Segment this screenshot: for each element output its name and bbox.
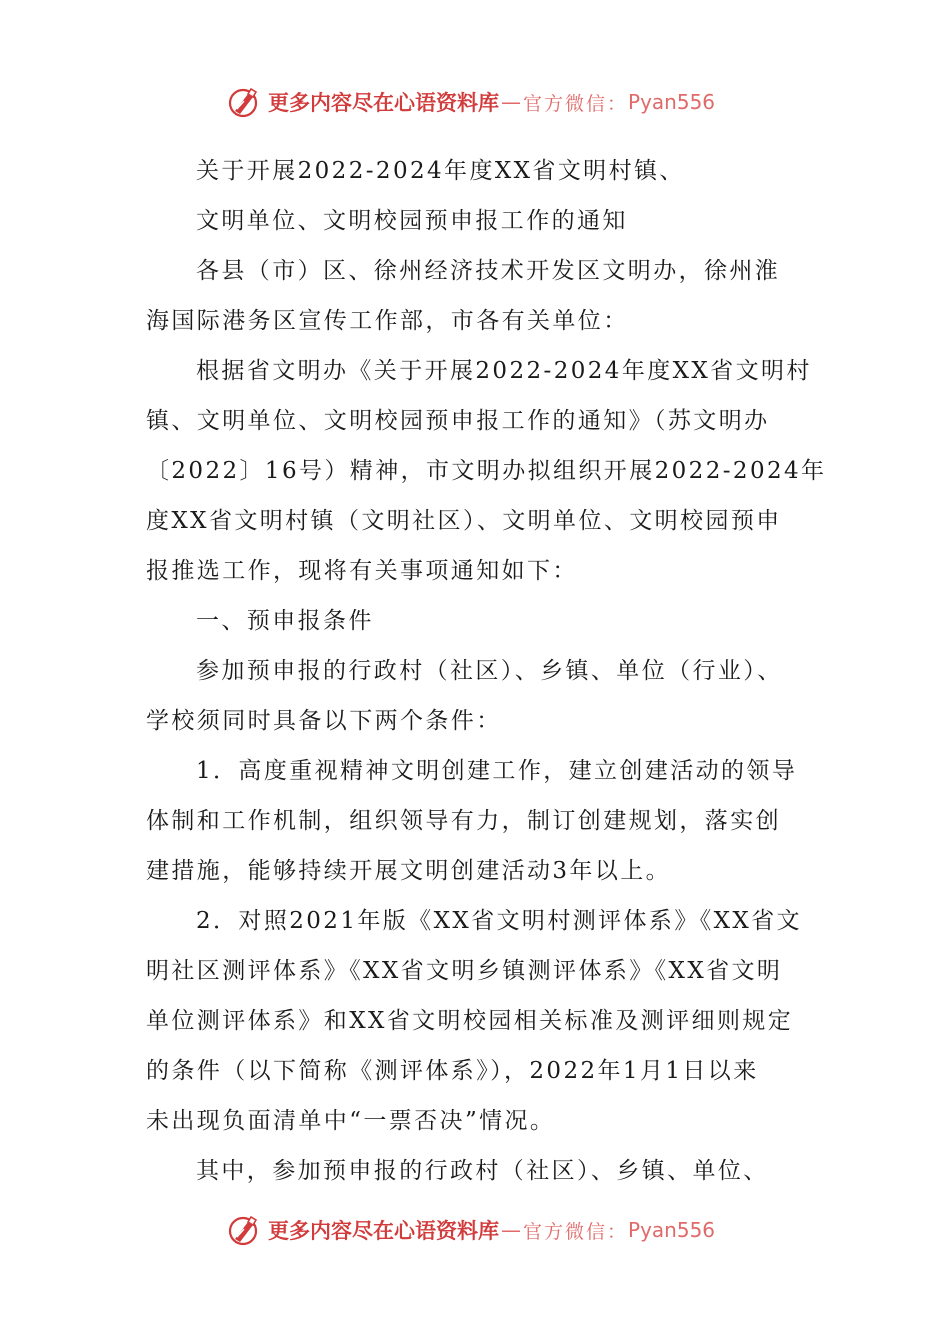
document-body bbox=[146, 146, 827, 1196]
doc-line: 镇、文明单位、文明校园预申报工作的通知》（苏文明办 bbox=[146, 408, 770, 434]
doc-line: 海国际港务区宣传工作部，市各有关单位： bbox=[146, 308, 629, 334]
doc-line: 报推选工作，现将有关事项通知如下： bbox=[146, 558, 578, 584]
doc-line: 学校须同时具备以下两个条件： bbox=[146, 708, 502, 734]
doc-title-line-1: 关于开展2022-2024年度XX省文明村镇、 bbox=[196, 158, 685, 184]
pen-nib-circle-icon bbox=[226, 84, 262, 120]
doc-section-heading: 一、预申报条件 bbox=[196, 608, 374, 634]
banner-dash: — bbox=[501, 1218, 521, 1242]
doc-line: 建措施，能够持续开展文明创建活动3年以上。 bbox=[146, 858, 672, 884]
doc-line: 的条件（以下简称《测评体系》），2022年1月1日以来 bbox=[146, 1058, 759, 1084]
doc-line: 根据省文明办《关于开展2022-2024年度XX省文明村 bbox=[196, 358, 812, 384]
footer-banner bbox=[226, 1210, 746, 1250]
doc-line: 参加预申报的行政村（社区）、乡镇、单位（行业）、 bbox=[196, 658, 783, 684]
doc-line: 体制和工作机制，组织领导有力，制订创建规划，落实创 bbox=[146, 808, 781, 834]
banner-wechat-id: Pyan556 bbox=[628, 90, 716, 114]
doc-line: 明社区测评体系》《XX省文明乡镇测评体系》《XX省文明 bbox=[146, 958, 783, 984]
doc-title-line-2: 文明单位、文明校园预申报工作的通知 bbox=[196, 208, 628, 234]
doc-line: 〔2022〕16号）精神，市文明办拟组织开展2022-2024年 bbox=[146, 458, 827, 484]
doc-line: 未出现负面清单中“一票否决”情况。 bbox=[146, 1108, 556, 1134]
pen-nib-circle-icon bbox=[226, 1212, 262, 1248]
doc-line: 1．高度重视精神文明创建工作，建立创建活动的领导 bbox=[196, 758, 798, 784]
banner-slogan: 更多内容尽在心语资料库 bbox=[268, 1218, 499, 1243]
doc-line: 其中，参加预申报的行政村（社区）、乡镇、单位、 bbox=[196, 1158, 769, 1184]
doc-line: 单位测评体系》和XX省文明校园相关标准及测评细则规定 bbox=[146, 1008, 794, 1034]
banner-wechat-label: 官方微信： bbox=[523, 1220, 629, 1243]
doc-line: 2．对照2021年版《XX省文明村测评体系》《XX省文 bbox=[196, 908, 802, 934]
banner-wechat-id: Pyan556 bbox=[628, 1218, 716, 1242]
banner-wechat-label: 官方微信： bbox=[523, 92, 629, 115]
doc-line: 度XX省文明村镇（文明社区）、文明单位、文明校园预申 bbox=[146, 508, 782, 534]
banner-dash: — bbox=[501, 90, 521, 114]
header-banner bbox=[226, 82, 746, 122]
banner-slogan: 更多内容尽在心语资料库 bbox=[268, 90, 499, 115]
doc-line: 各县（市）区、徐州经济技术开发区文明办，徐州淮 bbox=[196, 258, 781, 284]
